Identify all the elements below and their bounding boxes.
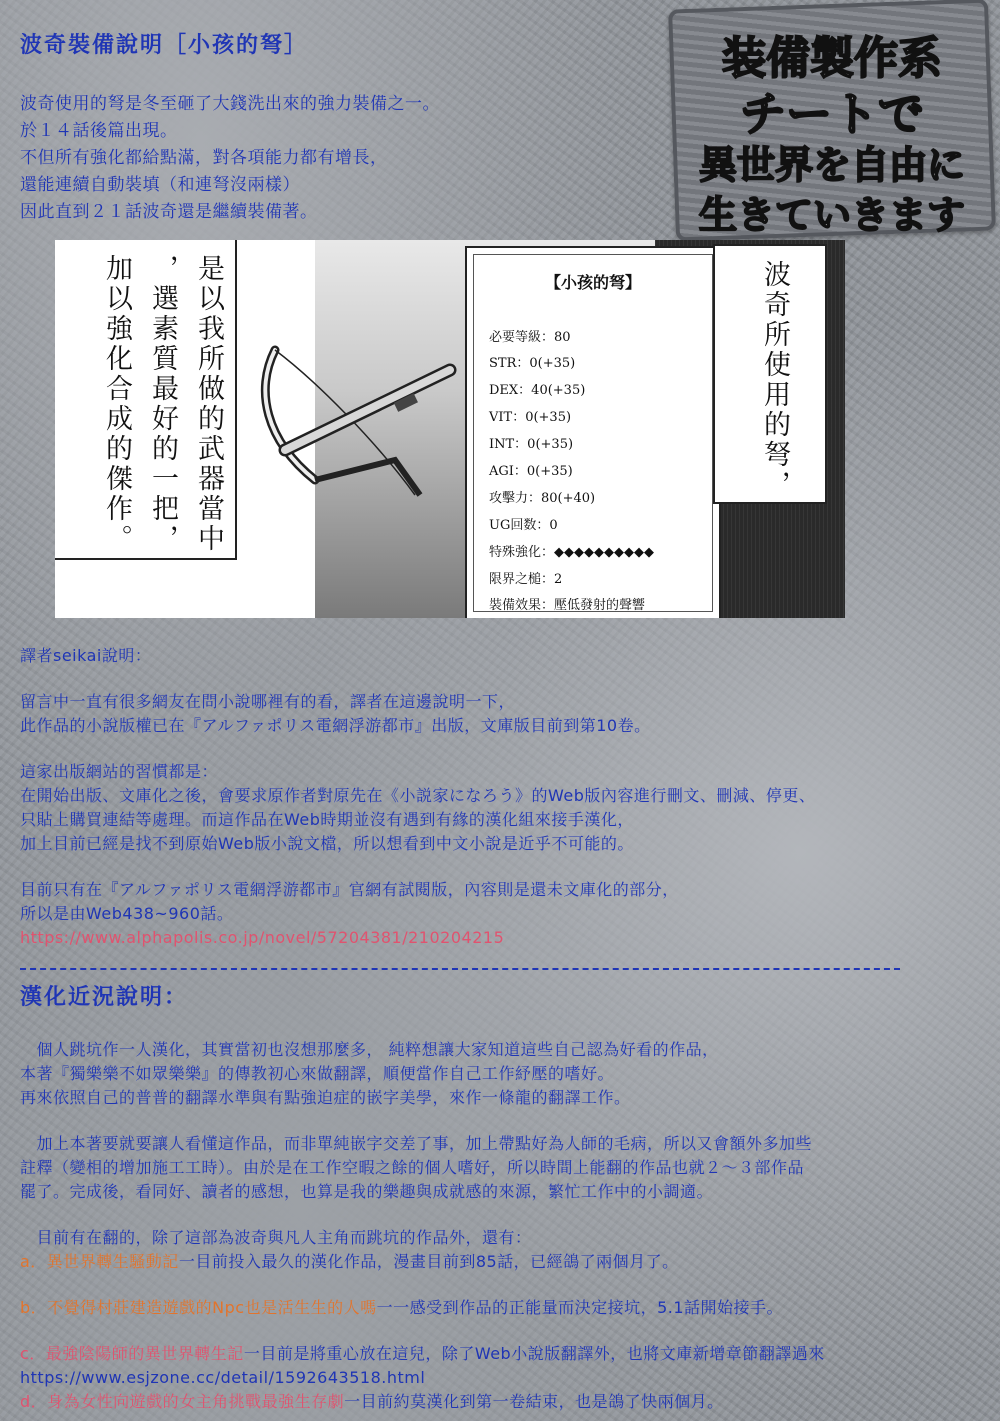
status-line: 再來依照自己的普普的翻譯水準與有點強迫症的嵌字美學，來作一條龍的翻譯工作。 bbox=[20, 1088, 631, 1107]
stat-row: STR：0(+35) bbox=[489, 356, 576, 371]
status-line: 罷了。完成後，看同好、讀者的感想，也算是我的樂趣與成就感的來源，繁忙工作中的小調適。 bbox=[20, 1182, 714, 1201]
item-d-title: d．身為女性向遊戲的女主角挑戰最強生存劇 bbox=[20, 1392, 345, 1411]
esjzone-link[interactable]: https://www.esjzone.cc/detail/1592643518.html bbox=[20, 1368, 426, 1387]
stat-row: 必要等級：80 bbox=[489, 330, 571, 345]
status-line: 個人跳坑作一人漢化，其實當初也沒想那麼多， 純粹想讓大家知道這些自己認為好看的作品， bbox=[20, 1040, 719, 1059]
status-line: 加上本著要就要讓人看懂這作品，而非單純嵌字交差了事，加上帶點好為人師的毛病，所以又會額外多加些 bbox=[20, 1134, 813, 1153]
balloon-left-col-3: 加以強化合成的傑作。 bbox=[101, 254, 132, 554]
balloon-left-col-1: 是以我所做的武器當中 bbox=[193, 254, 224, 554]
translator-line: 在開始出版、文庫化之後，會要求原作者對原先在《小説家になろう》的Web版內容進行刪文、刪減、停更、 bbox=[20, 786, 816, 805]
status-line: 本著『獨樂樂不如眾樂樂』的傳教初心來做翻譯，順便當作自己工作紓壓的嗜好。 bbox=[20, 1064, 615, 1083]
list-item bbox=[20, 1296, 783, 1320]
logo-line-1: 装備製作系 bbox=[722, 33, 942, 84]
translator-line: 所以是由Web438~960話。 bbox=[20, 904, 234, 923]
intro-line: 還能連續自動裝填（和連弩沒兩樣） bbox=[20, 175, 300, 195]
translator-line: 只貼上購買連結等處理。而這作品在Web時期並沒有遇到有緣的漢化組來接手漢化， bbox=[20, 810, 634, 829]
status-line: 註釋（變相的增加施工工時）。由於是在工作空暇之餘的個人嗜好，所以時間上能翻的作品也就２～３部作品 bbox=[20, 1158, 805, 1177]
speech-balloon-left bbox=[55, 240, 237, 560]
item-c-title: c．最強陰陽師的異世界轉生記 bbox=[20, 1344, 244, 1363]
logo-line-2: チートで bbox=[740, 87, 924, 141]
translator-heading: 譯者seikai說明： bbox=[20, 646, 152, 665]
balloon-left-col-2: ，選素質最好的一把， bbox=[147, 254, 178, 554]
item-b-desc: 一一感受到作品的正能量而決定接坑，5.1話開始接手。 bbox=[376, 1298, 784, 1317]
manga-panel bbox=[55, 240, 845, 618]
series-logo bbox=[672, 4, 992, 236]
section-divider bbox=[20, 968, 900, 970]
translator-line: 這家出版網站的習慣都是： bbox=[20, 762, 219, 781]
stat-row: 特殊強化：◆◆◆◆◆◆◆◆◆◆ bbox=[489, 545, 654, 560]
alphapolis-link[interactable]: https://www.alphapolis.co.jp/novel/57204381/210204215 bbox=[20, 928, 505, 947]
item-a-title: a．異世界轉生騷動記 bbox=[20, 1252, 179, 1271]
intro-line: 波奇使用的弩是冬至砸了大錢洗出來的強力裝備之一。 bbox=[20, 94, 440, 114]
list-item bbox=[20, 1250, 679, 1274]
stat-row: UG回数：0 bbox=[489, 518, 558, 533]
stat-row: INT：0(+35) bbox=[489, 437, 574, 452]
stat-row: 裝備效果：壓低發射的聲響 bbox=[489, 598, 646, 613]
intro-line: 因此直到２１話波奇還是繼續裝備著。 bbox=[20, 202, 318, 222]
intro-line: 於１４話後篇出現。 bbox=[20, 121, 178, 141]
balloon-right-col-1: 波奇所使用的弩， bbox=[759, 260, 790, 500]
translator-line: 留言中一直有很多網友在問小說哪裡有的看，譯者在這邊說明一下， bbox=[20, 692, 516, 711]
status-heading: 漢化近況說明： bbox=[20, 985, 189, 1010]
stat-row: VIT：0(+35) bbox=[489, 410, 572, 425]
intro-line: 不但所有強化都給點滿，對各項能力都有增長， bbox=[20, 148, 388, 168]
crossbow-illustration bbox=[245, 310, 465, 510]
stat-row: 限界之槌：2 bbox=[489, 572, 563, 587]
item-c-desc: 一目前是將重心放在這兒，除了Web小說版翻譯外，也將文庫新增章節翻譯過來 bbox=[243, 1344, 825, 1363]
translator-line: 目前只有在『アルファポリス電網浮游都市』官網有試閱版，內容則是還未文庫化的部分， bbox=[20, 880, 679, 899]
translator-line: 加上目前已經是找不到原始Web版小說文檔，所以想看到中文小說是近乎不可能的。 bbox=[20, 834, 634, 853]
list-item bbox=[20, 1390, 724, 1414]
item-stat-box bbox=[465, 246, 721, 618]
item-d-desc: 一目前約莫漢化到第一卷結束，也是鴿了快兩個月。 bbox=[344, 1392, 724, 1411]
stat-title: 【小孩的弩】 bbox=[544, 273, 641, 292]
translator-line: 此作品的小說版權已在『アルファポリス電網浮游都市』出版，文庫版目前到第10卷。 bbox=[20, 716, 651, 735]
list-item bbox=[20, 1342, 825, 1366]
status-line: 目前有在翻的，除了這部為波奇與凡人主角而跳坑的作品外，還有： bbox=[20, 1228, 532, 1247]
item-b-title: b．不覺得村莊建造遊戲的Npc也是活生生的人嗎 bbox=[20, 1298, 377, 1317]
item-a-desc: 一目前投入最久的漢化作品，漫畫目前到85話，已經鴿了兩個月了。 bbox=[178, 1252, 679, 1271]
stat-row: AGI：0(+35) bbox=[489, 464, 573, 479]
stat-row: DEX：40(+35) bbox=[489, 383, 586, 398]
logo-line-3: 異世界を自由に bbox=[698, 143, 965, 187]
intro-title: 波奇裝備說明［小孩的弩］ bbox=[20, 33, 309, 58]
stat-row: 攻擊力：80(+40) bbox=[489, 491, 596, 506]
logo-line-4: 生きていきます bbox=[698, 193, 965, 237]
speech-balloon-right bbox=[713, 244, 827, 504]
